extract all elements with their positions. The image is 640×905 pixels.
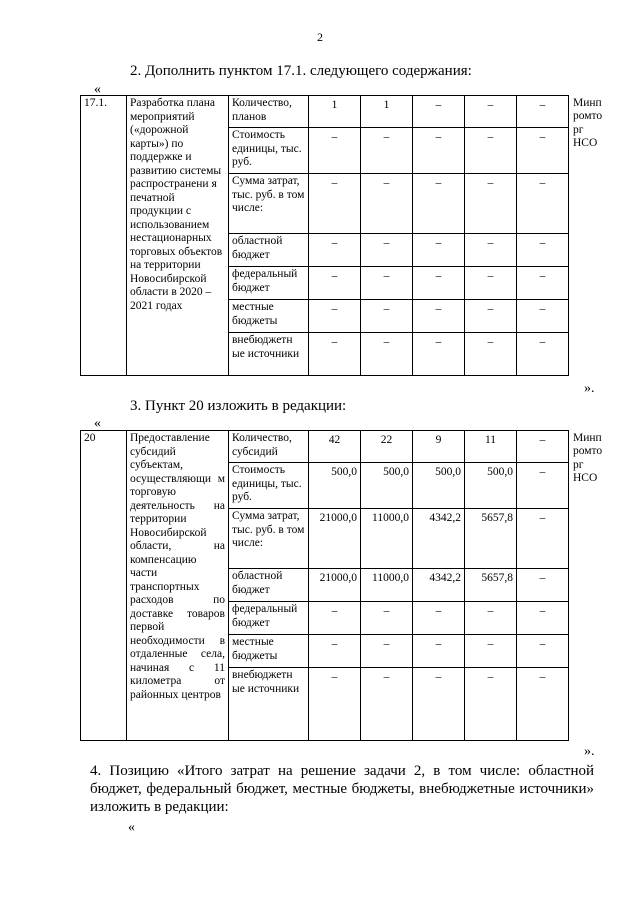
value-cell: 21000,0 xyxy=(309,569,361,602)
value-cell: – xyxy=(309,234,361,267)
value-cell: – xyxy=(517,602,569,635)
value-cell: – xyxy=(309,333,361,376)
value-cell: – xyxy=(413,602,465,635)
value-cell: – xyxy=(413,128,465,174)
row-number: 17.1. xyxy=(81,96,127,376)
value-cell: – xyxy=(361,668,413,741)
indicator-label: внебюджетн ые источники xyxy=(229,668,309,741)
indicator-label: областной бюджет xyxy=(229,234,309,267)
value-cell: – xyxy=(413,635,465,668)
indicator-label: областной бюджет xyxy=(229,569,309,602)
section-3-table xyxy=(80,430,603,741)
value-cell: 4342,2 xyxy=(413,509,465,569)
value-cell: 9 xyxy=(413,431,465,463)
section-3-close-quote: ». xyxy=(584,744,595,759)
value-cell: 42 xyxy=(309,431,361,463)
row-number: 20 xyxy=(81,431,127,741)
section-4-open-quote: « xyxy=(128,820,135,835)
value-cell: – xyxy=(413,234,465,267)
value-cell: – xyxy=(517,569,569,602)
section-2-open-quote: « xyxy=(94,82,101,97)
value-cell: – xyxy=(517,96,569,128)
indicator-label: федеральный бюджет xyxy=(229,267,309,300)
value-cell: – xyxy=(413,267,465,300)
value-cell: – xyxy=(361,174,413,234)
value-cell: – xyxy=(465,333,517,376)
value-cell: 4342,2 xyxy=(413,569,465,602)
value-cell: – xyxy=(517,463,569,509)
indicator-label: местные бюджеты xyxy=(229,635,309,668)
value-cell: – xyxy=(517,668,569,741)
value-cell: 500,0 xyxy=(361,463,413,509)
value-cell: 11000,0 xyxy=(361,509,413,569)
value-cell: 5657,8 xyxy=(465,569,517,602)
value-cell: – xyxy=(465,267,517,300)
value-cell: 22 xyxy=(361,431,413,463)
value-cell: – xyxy=(309,300,361,333)
value-cell: – xyxy=(465,635,517,668)
value-cell: – xyxy=(309,602,361,635)
value-cell: – xyxy=(517,333,569,376)
value-cell: – xyxy=(465,234,517,267)
value-cell: – xyxy=(361,635,413,668)
value-cell: – xyxy=(465,602,517,635)
value-cell: – xyxy=(413,333,465,376)
value-cell: – xyxy=(465,300,517,333)
value-cell: – xyxy=(465,96,517,128)
value-cell: – xyxy=(413,174,465,234)
value-cell: – xyxy=(517,300,569,333)
value-cell: – xyxy=(465,174,517,234)
value-cell: – xyxy=(361,602,413,635)
value-cell: – xyxy=(517,174,569,234)
value-cell: – xyxy=(413,96,465,128)
value-cell: 500,0 xyxy=(309,463,361,509)
value-cell: – xyxy=(517,128,569,174)
value-cell: 11 xyxy=(465,431,517,463)
executor: Минп ромто рг НСО xyxy=(573,431,603,484)
section-4-text: 4. Позицию «Итого затрат на решение задачи 2, в том числе: областной бюджет, федеральный бюджет, местные бюджеты, внебюджетные источники» изложить в редакции: xyxy=(90,763,594,815)
value-cell: – xyxy=(309,267,361,300)
value-cell: – xyxy=(517,234,569,267)
measure-description: Предоставление субсидий субъектам, осуществляющи м торговую деятельность на территории Новосибирской области, на компенсацию части транспортных расходов по доставке товаров первой необходимости в отдаленные села, начиная с 11 километра от районных центров xyxy=(127,431,229,741)
value-cell: – xyxy=(517,635,569,668)
value-cell: – xyxy=(361,234,413,267)
value-cell: – xyxy=(361,128,413,174)
value-cell: 1 xyxy=(361,96,413,128)
value-cell: – xyxy=(517,509,569,569)
indicator-label: федеральный бюджет xyxy=(229,602,309,635)
measure-description: Разработка плана мероприятий («дорожной карты») по поддержке и развитию системы распространени я печатной продукции с использованием нестационарных торговых объектов на территории Новосибирской области в 2020 – 2021 годах xyxy=(127,96,229,376)
value-cell: – xyxy=(309,174,361,234)
value-cell: – xyxy=(517,267,569,300)
value-cell: 21000,0 xyxy=(309,509,361,569)
value-cell: – xyxy=(309,668,361,741)
indicator-label: Сумма затрат, тыс. руб. в том числе: xyxy=(229,174,309,234)
indicator-label: Стоимость единицы, тыс. руб. xyxy=(229,128,309,174)
section-3-open-quote: « xyxy=(94,416,101,431)
value-cell: – xyxy=(361,300,413,333)
indicator-label: Стоимость единицы, тыс. руб. xyxy=(229,463,309,509)
value-cell: 500,0 xyxy=(465,463,517,509)
value-cell: 500,0 xyxy=(413,463,465,509)
value-cell: 1 xyxy=(309,96,361,128)
indicator-label: Количество, субсидий xyxy=(229,431,309,463)
value-cell: – xyxy=(465,668,517,741)
value-cell: – xyxy=(361,333,413,376)
value-cell: – xyxy=(465,128,517,174)
section-2-close-quote: ». xyxy=(584,381,595,396)
value-cell: – xyxy=(309,635,361,668)
indicator-label: Количество, планов xyxy=(229,96,309,128)
value-cell: 11000,0 xyxy=(361,569,413,602)
executor: Минп ромто рг НСО xyxy=(573,96,603,149)
indicator-label: внебюджетн ые источники xyxy=(229,333,309,376)
section-2-table xyxy=(80,95,603,376)
value-cell: – xyxy=(517,431,569,463)
page-number: 2 xyxy=(317,30,323,44)
value-cell: – xyxy=(361,267,413,300)
value-cell: – xyxy=(413,668,465,741)
section-3-heading: 3. Пункт 20 изложить в редакции: xyxy=(130,398,347,414)
indicator-label: местные бюджеты xyxy=(229,300,309,333)
value-cell: – xyxy=(309,128,361,174)
section-2-heading: 2. Дополнить пунктом 17.1. следующего содержания: xyxy=(130,63,472,79)
value-cell: 5657,8 xyxy=(465,509,517,569)
value-cell: – xyxy=(413,300,465,333)
indicator-label: Сумма затрат, тыс. руб. в том числе: xyxy=(229,509,309,569)
